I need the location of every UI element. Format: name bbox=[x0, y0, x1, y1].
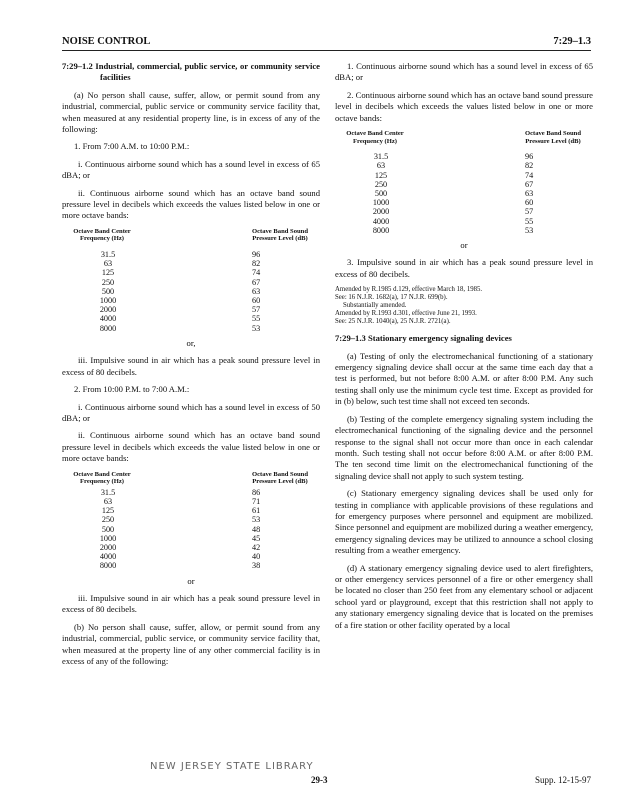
amendment-line: Substantially amended. bbox=[343, 302, 407, 310]
frequency-cell: 125 bbox=[101, 268, 115, 278]
table-row bbox=[62, 543, 320, 552]
level-cell: 45 bbox=[252, 533, 261, 543]
frequency-cell: 31.5 bbox=[100, 250, 116, 260]
octave-table-commercial bbox=[335, 130, 593, 235]
para-a-signal: (a) Testing of only the electromechanical functioning of a stationary emergency signaling device shall occur at the same time each day that a test is performed, but not before 8:00 A.M. or after 8:00 P.M. Any such testing shall only use the minimum cycle test time. Except as provided for in (b) below, such test time shall not exceed ten seconds. bbox=[335, 350, 593, 407]
frequency-cell: 4000 bbox=[99, 314, 117, 324]
frequency-cell: 500 bbox=[101, 524, 115, 534]
para-b: (b) No person shall cause, suffer, allow, or permit sound from any industrial, commercial, public service, or community service facility that, when measured at the property line of any other commercial facility is in excess of any of the following: bbox=[62, 621, 320, 666]
or-connector: or bbox=[187, 575, 195, 586]
table-header-level: Octave Band Sound Pressure Level (dB) bbox=[251, 470, 309, 486]
level-cell: 63 bbox=[252, 286, 261, 296]
frequency-cell: 31.5 bbox=[373, 152, 389, 162]
frequency-cell: 1000 bbox=[99, 296, 117, 306]
table-header-frequency: Octave Band Center Frequency (Hz) bbox=[346, 130, 404, 145]
level-cell: 96 bbox=[525, 152, 534, 162]
para-2-ii: ii. Continuous airborne sound which has an octave band sound pressure level in decibels which exceeds the value listed below in one or more octave bands: bbox=[62, 430, 320, 464]
table-header-level: Octave Band Sound Pressure Level (dB) bbox=[524, 130, 582, 145]
table-header-frequency: Octave Band Center Frequency (Hz) bbox=[73, 227, 131, 243]
level-cell: 48 bbox=[252, 524, 261, 534]
supplement-date: Supp. 12-15-97 bbox=[535, 775, 591, 785]
para-2-iii: iii. Impulsive sound in air which has a peak sound pressure level in excess of 80 decibels. bbox=[62, 592, 320, 615]
level-cell: 63 bbox=[525, 189, 534, 199]
frequency-cell: 250 bbox=[374, 179, 388, 189]
table-row bbox=[335, 226, 593, 235]
level-cell: 55 bbox=[525, 216, 534, 226]
para-1-iii: iii. Impulsive sound in air which has a peak sound pressure level in excess of 80 decibels. bbox=[62, 355, 320, 377]
frequency-cell: 8000 bbox=[99, 323, 117, 333]
level-cell: 53 bbox=[252, 515, 261, 525]
table-row bbox=[62, 534, 320, 543]
frequency-cell: 1000 bbox=[99, 533, 117, 543]
table-row bbox=[62, 259, 320, 268]
para-d-signal: (d) A stationary emergency signaling device used to alert firefighters, or other emergency services personnel of a fire or other emergency shall be located no closer than 250 feet from any elementary school or adjacent school yard or playground, except that this restriction shall not apply to any stationary emergency signaling device that is located on the premises of a fire station or other facility operated by a local bbox=[335, 562, 593, 630]
frequency-cell: 250 bbox=[101, 515, 115, 525]
frequency-cell: 1000 bbox=[372, 198, 390, 208]
level-cell: 74 bbox=[252, 268, 261, 278]
table-row bbox=[62, 250, 320, 259]
level-cell: 40 bbox=[252, 552, 261, 562]
para-b-2: 2. Continuous airborne sound which has an octave band sound pressure level in decibels which exceeds the values listed below in one or more octave bands: bbox=[335, 89, 593, 123]
amendment-line: See: 25 N.J.R. 1040(a), 25 N.J.R. 2721(a). bbox=[335, 318, 451, 326]
frequency-cell: 2000 bbox=[99, 305, 117, 315]
level-cell: 57 bbox=[252, 305, 261, 315]
table-row bbox=[62, 305, 320, 314]
para-1-ii: ii. Continuous airborne sound which has an octave band sound pressure level in decibels which exceeds the values listed below in one or more octave bands: bbox=[62, 187, 320, 221]
table-header-level: Octave Band Sound Pressure Level (dB) bbox=[251, 227, 309, 243]
para-2: 2. From 10:00 P.M. to 7:00 A.M.: bbox=[74, 384, 190, 395]
level-cell: 57 bbox=[525, 207, 534, 217]
table-row bbox=[62, 314, 320, 323]
level-cell: 60 bbox=[525, 198, 534, 208]
table-row bbox=[62, 506, 320, 515]
table-row bbox=[62, 497, 320, 506]
table-header-frequency: Octave Band Center Frequency (Hz) bbox=[73, 470, 131, 486]
para-c-signal: (c) Stationary emergency signaling devices shall be used only for testing in compliance with applicable provisions of these regulations and for emergency purposes where personnel and equipment are mobilized. Since personnel and equipment are mobilized during a weather emergency, emergency signaling devices may be utilized to announce a school closing resulting from a weather emergency. bbox=[335, 488, 593, 556]
frequency-cell: 4000 bbox=[372, 216, 390, 226]
table-row bbox=[62, 278, 320, 287]
para-b-signal: (b) Testing of the complete emergency signaling system including the electromechanical functioning of the signaling device and the personnel response to the signal shall not occur more than once in each calendar month. Such testing shall not occur before 8:00 A.M. or after 8:00 P.M. The ten second time limit on the electromechanical functioning of the signaling device shall not apply to such system testing. bbox=[335, 413, 593, 481]
level-cell: 61 bbox=[252, 506, 261, 516]
para-2-i: i. Continuous airborne sound which has a sound level in excess of 50 dBA; or bbox=[62, 401, 320, 423]
level-cell: 82 bbox=[252, 259, 261, 269]
table-row bbox=[62, 515, 320, 524]
octave-table-night bbox=[62, 471, 320, 571]
library-stamp: NEW JERSEY STATE LIBRARY bbox=[150, 761, 314, 772]
level-cell: 60 bbox=[252, 296, 261, 306]
header-title: NOISE CONTROL bbox=[62, 36, 151, 47]
level-cell: 53 bbox=[252, 323, 261, 333]
frequency-cell: 125 bbox=[101, 506, 115, 516]
level-cell: 71 bbox=[252, 496, 261, 506]
frequency-cell: 4000 bbox=[99, 552, 117, 562]
frequency-cell: 63 bbox=[376, 161, 386, 171]
para-a: (a) No person shall cause, suffer, allow, or permit sound from any industrial, commercial, public service or community service facility that, when measured at any residential property line, is in excess of any of the following: bbox=[62, 89, 320, 135]
table-row bbox=[335, 152, 593, 161]
page-number: 29-3 bbox=[311, 775, 328, 785]
level-cell: 67 bbox=[252, 277, 261, 287]
frequency-cell: 250 bbox=[101, 277, 115, 287]
frequency-cell: 500 bbox=[374, 189, 388, 199]
amendment-history bbox=[335, 286, 593, 326]
para-b-3: 3. Impulsive sound in air which has a peak sound pressure level in excess of 80 decibels. bbox=[335, 257, 593, 279]
frequency-cell: 63 bbox=[103, 259, 113, 269]
level-cell: 67 bbox=[525, 179, 534, 189]
frequency-cell: 2000 bbox=[99, 542, 117, 552]
level-cell: 42 bbox=[252, 542, 261, 552]
level-cell: 74 bbox=[525, 170, 534, 180]
para-1: 1. From 7:00 A.M. to 10:00 P.M.: bbox=[74, 141, 190, 152]
level-cell: 96 bbox=[252, 250, 261, 260]
table-row bbox=[62, 525, 320, 534]
level-cell: 38 bbox=[252, 561, 261, 571]
level-cell: 55 bbox=[252, 314, 261, 324]
or-connector: or bbox=[460, 240, 468, 251]
para-b-1: 1. Continuous airborne sound which has a sound level in excess of 65 dBA; or bbox=[335, 61, 593, 83]
amendment-line: Amended by R.1985 d.129, effective March 18, 1985. bbox=[335, 286, 483, 294]
frequency-cell: 500 bbox=[101, 286, 115, 296]
table-row bbox=[62, 561, 320, 570]
frequency-cell: 31.5 bbox=[100, 487, 116, 497]
table-row bbox=[62, 287, 320, 296]
frequency-cell: 8000 bbox=[372, 225, 390, 235]
table-row bbox=[335, 198, 593, 207]
level-cell: 82 bbox=[525, 161, 534, 171]
table-row bbox=[335, 161, 593, 170]
frequency-cell: 125 bbox=[374, 170, 388, 180]
octave-table-day bbox=[62, 228, 320, 333]
header-section: 7:29–1.3 bbox=[553, 36, 591, 47]
table-row bbox=[62, 488, 320, 497]
table-row bbox=[335, 207, 593, 216]
section-title-1-2: 7:29–1.2 Industrial, commercial, public service, or community service facilities bbox=[62, 61, 320, 83]
table-row bbox=[62, 552, 320, 561]
left-column bbox=[62, 61, 320, 673]
table-row bbox=[62, 296, 320, 305]
level-cell: 53 bbox=[525, 225, 534, 235]
frequency-cell: 63 bbox=[103, 496, 113, 506]
section-title-1-3: 7:29–1.3 Stationary emergency signaling devices bbox=[335, 333, 512, 344]
running-header bbox=[62, 36, 591, 51]
table-row bbox=[335, 180, 593, 189]
level-cell: 86 bbox=[252, 487, 261, 497]
para-1-i: i. Continuous airborne sound which has a sound level in excess of 65 dBA; or bbox=[62, 158, 320, 181]
table-row bbox=[335, 217, 593, 226]
frequency-cell: 2000 bbox=[372, 207, 390, 217]
table-row bbox=[335, 171, 593, 180]
table-row bbox=[62, 324, 320, 333]
table-row bbox=[62, 268, 320, 277]
frequency-cell: 8000 bbox=[99, 561, 117, 571]
right-column bbox=[335, 61, 593, 637]
amendment-line: See: 16 N.J.R. 1682(a), 17 N.J.R. 699(b). bbox=[335, 294, 448, 302]
table-row bbox=[335, 189, 593, 198]
amendment-line: Amended by R.1993 d.301, effective June 21, 1993. bbox=[335, 310, 477, 318]
or-connector: or, bbox=[186, 337, 196, 348]
